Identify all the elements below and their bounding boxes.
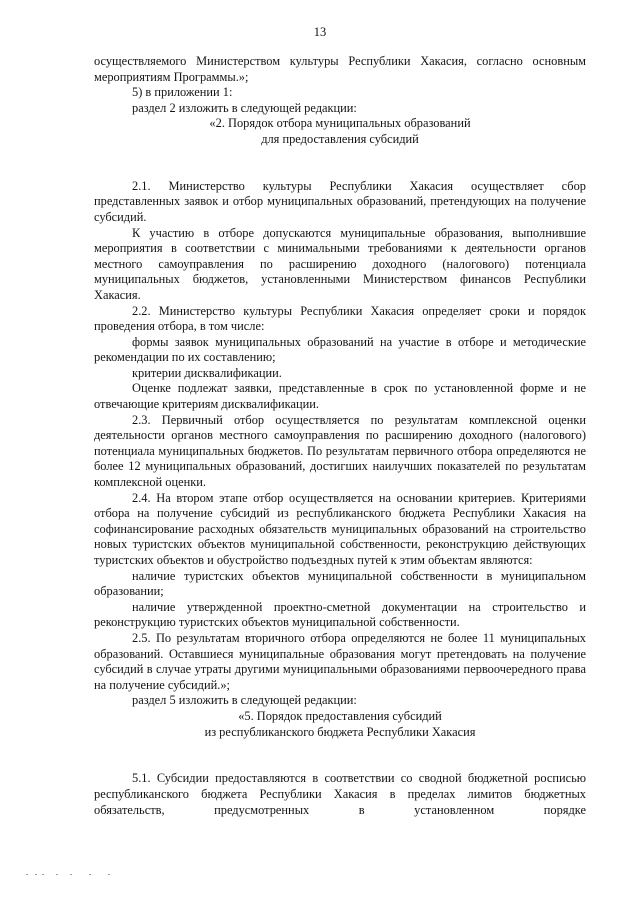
speck xyxy=(89,874,91,875)
spacer xyxy=(94,740,586,756)
speck xyxy=(42,874,44,875)
speck xyxy=(108,874,110,875)
paragraph: К участию в отборе допускаются муниципальные образования, выполнившие мероприятия в соответствии с минимальными требованиями к деятельности органов местного самоуправления по расширению доходного (налогового) потенциала муниципальных бюджетов, установленными Министерством финансов Республики Хакасия. xyxy=(94,225,586,302)
section-heading: «2. Порядок отбора муниципальных образований xyxy=(209,116,471,131)
page-number: 13 xyxy=(313,25,327,39)
speck xyxy=(56,874,58,875)
paragraph: 5) в приложении 1: xyxy=(132,85,233,100)
scan-specks xyxy=(26,872,116,878)
section-heading: из республиканского бюджета Республики Хакасия xyxy=(204,724,476,739)
document-body xyxy=(94,54,586,818)
paragraph: 2.1. Министерство культуры Республики Хакасия осуществляет сбор представленных заявок и отбор муниципальных образований, претендующих на получение субсидий. xyxy=(94,178,586,224)
speck xyxy=(70,874,72,875)
section-heading: для предоставления субсидий xyxy=(261,131,419,146)
paragraph: 5.1. Субсидии предоставляются в соответствии со сводной бюджетной росписью республиканского бюджета Республики Хакасия в пределах лимитов бюджетных обязательств, предусмотренных в установленном порядке xyxy=(94,771,586,817)
paragraph: раздел 2 изложить в следующей редакции: xyxy=(132,100,357,115)
spacer xyxy=(94,148,586,164)
paragraph: наличие утвержденной проектно-сметной документации на строительство и реконструкцию туристских объектов муниципальной собственности. xyxy=(94,599,586,630)
paragraph: 2.5. По результатам вторичного отбора определяются не более 11 муниципальных образований. Оставшиеся муниципальные образования могут претендовать на получение субсидий в случае утраты другими муниципальными образованиями первоочередного права на получение субсидий.»; xyxy=(94,630,586,692)
paragraph: наличие туристских объектов муниципальной собственности в муниципальном образовании; xyxy=(94,568,586,599)
spacer xyxy=(94,756,586,772)
section-heading: «5. Порядок предоставления субсидий xyxy=(238,708,442,723)
speck xyxy=(26,874,28,875)
paragraph: Оценке подлежат заявки, представленные в срок по установленной форме и не отвечающие критериям дисквалификации. xyxy=(94,381,586,412)
speck xyxy=(35,874,37,875)
paragraph: осуществляемого Министерством культуры Республики Хакасия, согласно основным мероприятиям Программы.»; xyxy=(94,54,586,84)
paragraph: 2.3. Первичный отбор осуществляется по результатам комплексной оценки деятельности органов местного самоуправления по расширению доходного (налогового) потенциала муниципальных бюджетов. По результатам первичного отбора определяются не более 12 муниципальных образований, достигших наилучших показателей по результатам комплексной оценки. xyxy=(94,412,586,490)
paragraph: критерии дисквалификации. xyxy=(132,365,282,380)
spacer xyxy=(94,163,586,179)
paragraph: формы заявок муниципальных образований на участие в отборе и методические рекомендации по их составлению; xyxy=(94,334,586,365)
paragraph: раздел 5 изложить в следующей редакции: xyxy=(132,693,357,708)
paragraph: 2.2. Министерство культуры Республики Хакасия определяет сроки и порядок проведения отбора, в том числе: xyxy=(94,303,586,334)
paragraph: 2.4. На втором этапе отбор осуществляется на основании критериев. Критериями отбора на получение субсидий из республиканского бюджета Республики Хакасия на софинансирование расходных обязательств муниципальных образований на строительство новых туристских объектов муниципальной собственности, реконструкцию действующих туристских объектов и обустройство подъездных путей к этим объектам являются: xyxy=(94,490,586,567)
